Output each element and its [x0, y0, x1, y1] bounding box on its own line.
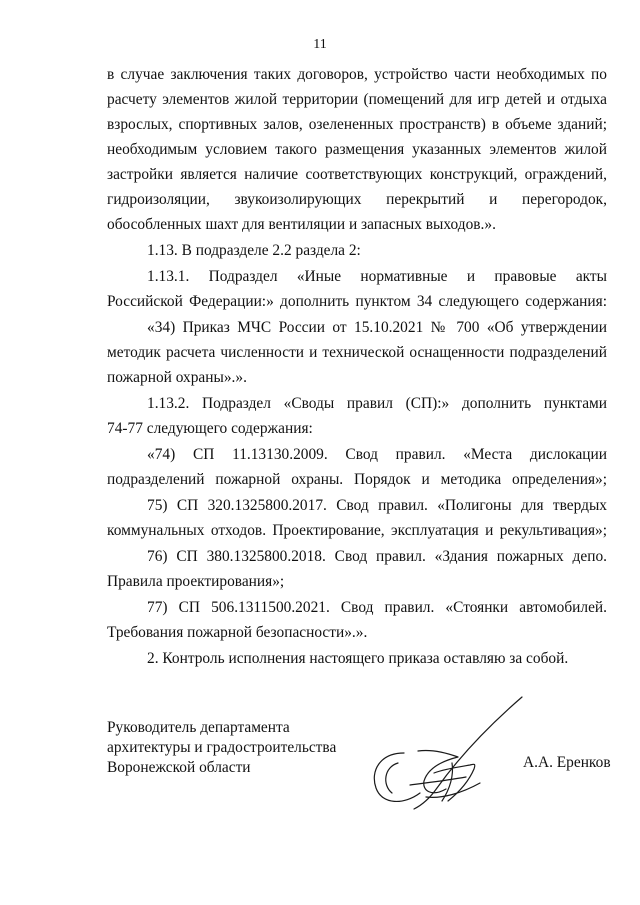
list-item: 2. Контроль исполнения настоящего приказа оставляю за собой.	[147, 650, 569, 667]
text-line: Требования пожарной безопасности».».	[107, 624, 368, 641]
text-line: Российской Федерации:» дополнить пунктом 34 следующего содержания:	[107, 293, 607, 310]
text-line: в случае заключения таких договоров, устройство части необходимых по	[107, 66, 607, 83]
list-item: 76) СП 380.1325800.2018. Свод правил. «Здания пожарных депо.	[147, 548, 607, 565]
text-line: коммунальных отходов. Проектирование, эксплуатация и рекультивация»;	[107, 522, 607, 539]
text-line: необходимым условием такого размещения указанных элементов жилой	[107, 141, 607, 158]
text-line: методик расчета численности и технической оснащенности подразделений	[107, 344, 607, 361]
list-item: 77) СП 506.1311500.2021. Свод правил. «Стоянки автомобилей.	[147, 599, 607, 616]
subsection-heading: 1.13.1. Подраздел «Иные нормативные и правовые акты	[147, 268, 607, 285]
text-line: Правила проектирования»;	[107, 573, 285, 590]
signatory-title-line: Воронежской области	[107, 759, 251, 776]
text-line: расчету элементов жилой территории (помещений для игр детей и отдыха	[107, 91, 607, 108]
list-item: «34) Приказ МЧС России от 15.10.2021 № 700 «Об утверждении	[147, 319, 607, 336]
text-line: гидроизоляции, звукоизолирующих перекрытий и перегородок,	[107, 191, 607, 208]
subsection-heading: 1.13.2. Подраздел «Своды правил (СП):» дополнить пунктами	[147, 395, 607, 412]
signatory-title-line: Руководитель департамента	[107, 719, 290, 736]
text-line: взрослых, спортивных залов, озелененных пространств) в объеме зданий;	[107, 116, 607, 133]
list-item: 75) СП 320.1325800.2017. Свод правил. «Полигоны для твердых	[147, 497, 607, 514]
text-line: подразделений пожарной охраны. Порядок и методика определения»;	[107, 471, 607, 488]
signatory-title-line: архитектуры и градостроительства	[107, 739, 337, 756]
handwritten-signature	[362, 693, 532, 823]
text-line: пожарной охраны».».	[107, 369, 247, 386]
list-item: «74) СП 11.13130.2009. Свод правил. «Места дислокации	[147, 446, 607, 463]
text-line: 74-77 следующего содержания:	[107, 420, 313, 437]
page-number: 11	[313, 37, 327, 52]
text-line: обособленных шахт для вентиляции и запасных выходов.».	[107, 216, 496, 233]
section-heading: 1.13. В подразделе 2.2 раздела 2:	[147, 242, 361, 259]
signatory-title	[107, 718, 336, 778]
signatory-name: А.А. Еренков	[523, 754, 611, 771]
text-line: застройки является наличие соответствующих конструкций, ограждений,	[107, 166, 607, 183]
